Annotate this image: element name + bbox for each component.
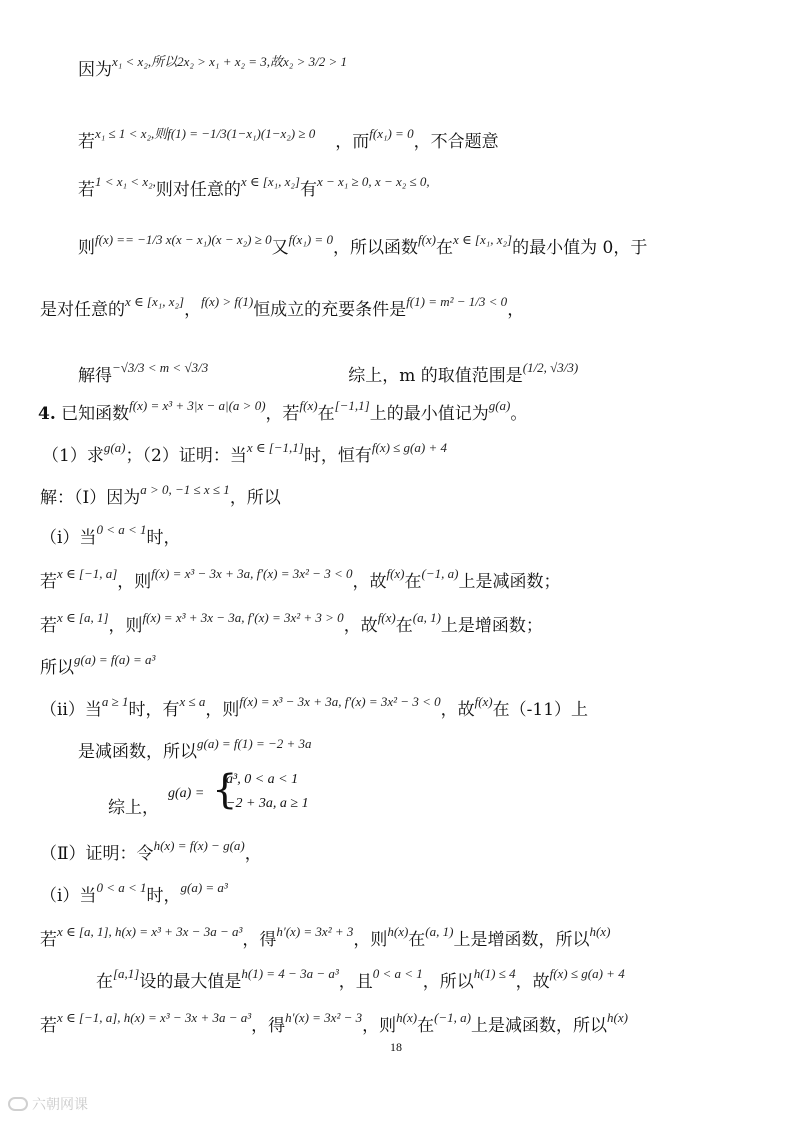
piecewise-case-2: −2 + 3a, a ≥ 1	[226, 796, 309, 811]
text-line: 若$^{x \in [a, 1]}$，则$^{f(x) = x^3 + 3x - 3a, f'(x) = 3x^2 + 3 > 0}$，故$^{f(x)}$在$^{(a, 1)}$上是增函数；	[40, 610, 543, 636]
math-formula: x ∈ [a, 1], h(x) = x³ + 3x − 3a − a³	[57, 924, 243, 939]
math-formula: f(x) ≤ g(a) + 4	[549, 966, 625, 981]
math-formula: f(x) > f(1)	[201, 294, 254, 309]
text-line: （ⅰ）当$^{0 < a < 1}$时，	[40, 522, 181, 548]
math-formula: g(a)	[488, 398, 511, 413]
math-formula: h(x)	[589, 924, 611, 939]
text-line: 若$^{x \in [-1, a], h(x) = x^3 - 3x + 3a - a^3}$，得$^{h'(x) = 3x^2 - 3}$，则$^{h(x)}$在$^{(-1, a)}$上是减函数，所以$^{h(x)}$	[40, 1010, 628, 1036]
text-line: 4. 已知函数$^{f(x) = x^3 + 3|x - a|(a > 0)}$，若$^{f(x)}$在[−1,1]上的最小值记为$^{g(a)}$。	[38, 398, 528, 424]
math-formula: h(1) = 4 − 3a − a³	[241, 966, 339, 981]
math-formula: −√3/3 < m < √3/3	[112, 360, 209, 375]
text-line: 因为$^{x_1 < x_2,所以2x_2 > x_1 + x_2 = 3,故x_2 > 3/2 > 1}$	[78, 54, 347, 80]
math-formula: (−1, a)	[434, 1010, 471, 1025]
math-formula: x ∈ [−1, a], h(x) = x³ − 3x + 3a − a³	[57, 1010, 252, 1025]
watermark: 六朝网课	[8, 1094, 88, 1114]
math-formula: g(a)	[103, 440, 126, 455]
math-formula: x₁ ≤ 1 < x₂,则f(1) = −1/3(1−x₁)(1−x₂) ≥ 0	[95, 126, 316, 141]
math-formula: [−1,1]	[334, 398, 370, 413]
math-formula: g(a) = f(1) = −2 + 3a	[197, 736, 312, 751]
text-line: 在[a,1]设的最大值是$^{h(1) = 4 - 3a - a^3}$，且$^{0 < a < 1}$，所以$^{h(1) \le 4}$，故$^{f(x) \le g(a) + 4}$	[96, 966, 625, 992]
problem-number: 4.	[38, 404, 56, 424]
math-formula: (a, 1)	[412, 610, 441, 625]
math-formula: h′(x) = 3x² + 3	[276, 924, 354, 939]
math-formula: g(a) = a³	[180, 880, 228, 895]
text-line: 若$^{1 < x_1 < x_2,}$则对任意的$^{x \in [x_1, x_2]}$有$^{x - x_1 \ge 0, x - x_2 \le 0,}$	[78, 174, 430, 200]
math-formula: f(x) = x³ + 3|x − a|(a > 0)	[129, 398, 266, 413]
math-formula: x ≤ a	[179, 694, 206, 709]
math-formula: f(x) ≤ g(a) + 4	[371, 440, 447, 455]
math-formula: (a, 1)	[425, 924, 454, 939]
math-formula: 0 < a < 1	[372, 966, 423, 981]
text-line: （Ⅱ）证明：令$^{h(x) = f(x) - g(a)}$，	[40, 838, 262, 864]
math-formula: (−1, a)	[421, 566, 459, 581]
math-formula: h(x)	[387, 924, 409, 939]
text-line: 所以$^{g(a) = f(a) = a^3}$	[40, 652, 156, 678]
text-line: 是对任意的$^{x \in [x_1, x_2]}$，$^{f(x) > f(1)}$恒成立的充要条件是$^{f(1) = m^2 - 1/3 < 0}$，	[40, 294, 525, 320]
math-formula: g(a) =	[168, 786, 205, 801]
text-line: 若$^{x \in [a, 1], h(x) = x^3 + 3x - 3a - a^3}$，得$^{h'(x) = 3x^2 + 3}$，则$^{h(x)}$在$^{(a, 1)}$上是增函数，所以$^{h(x)}$	[40, 924, 611, 950]
page-number: 18	[390, 1040, 402, 1054]
math-formula: a ≥ 1	[101, 694, 129, 709]
math-formula: f(x) = x³ + 3x − 3a, f′(x) = 3x² + 3 > 0	[142, 610, 344, 625]
math-formula: h′(x) = 3x² − 3	[285, 1010, 363, 1025]
math-formula: f(x) == −1/3 x(x − x₁)(x − x₂) ≥ 0	[95, 232, 272, 247]
math-formula: 0 < a < 1	[96, 880, 147, 895]
text-line: 若$^{x_1 \le 1 < x_2,则f(1) = -1/3(1-x_1)(1-x_2) \ge 0}$ ，而$^{f(x_1) = 0}$，不合题意	[78, 126, 499, 152]
text-line: 是减函数，所以$^{g(a) = f(1) = -2 + 3a}$	[78, 736, 312, 762]
math-formula: x ∈ [x₁, x₂]	[240, 174, 300, 189]
math-formula: h(x)	[607, 1010, 628, 1025]
math-formula: x ∈ [x₁, x₂]	[125, 294, 185, 309]
math-formula: g(a) = f(a) = a³	[74, 652, 156, 667]
math-formula: h(x)	[396, 1010, 418, 1025]
math-formula: (1/2, √3/3)	[522, 360, 579, 375]
math-formula: x₁ < x₂,所以2x₂ > x₁ + x₂ = 3,故x₂ > 3/2 > 1	[112, 54, 347, 69]
math-formula: x ∈ [x₁, x₂]	[453, 232, 513, 247]
watermark-logo-icon	[8, 1097, 28, 1111]
math-formula: f(x)	[377, 610, 396, 625]
text-line: 则$^{f(x) == -1/3 x(x - x_1)(x - x_2) \ge 0}$又$^{f(x_1) = 0}$，所以函数$^{f(x)}$在$^{x \in [x_1, x_2]}$的最小值为 0，于	[78, 232, 648, 258]
text-line: 解得$^{-√3/3 < m < √3/3}$ 综上，m 的取值范围是$^{(1/2, √3/3)}$	[78, 360, 579, 386]
text-line: （ⅰ）当$^{0 < a < 1}$时，$^{g(a) = a^3}$	[40, 880, 228, 906]
math-formula: f(x)	[474, 694, 493, 709]
math-formula: f(x) = x³ − 3x + 3a, f′(x) = 3x² − 3 < 0	[239, 694, 441, 709]
math-formula: x ∈ [a, 1]	[57, 610, 109, 625]
math-formula: f(x)	[299, 398, 318, 413]
math-formula: x ∈ [−1,1]	[246, 440, 304, 455]
text-line: （ⅱ）当$^{a \ge 1}$时，有$^{x \le a}$，则$^{f(x) = x^3 - 3x + 3a, f'(x) = 3x^2 - 3 < 0}$，故$^{f(x)}$在（-11）上	[40, 694, 589, 720]
math-formula: h(1) ≤ 4	[473, 966, 516, 981]
math-formula: f(x) = x³ − 3x + 3a, f′(x) = 3x² − 3 < 0	[151, 566, 353, 581]
brace-icon: {	[212, 767, 238, 813]
math-formula: h(x) = f(x) − g(a)	[153, 838, 245, 853]
math-formula: [a,1]	[113, 966, 140, 981]
text-line: （1）求$^{g(a)}$；（2）证明：当$^{x \in [-1,1]}$时，恒有$^{f(x) \le g(a) + 4}$	[42, 440, 447, 466]
math-formula: f(1) = m² − 1/3 < 0	[406, 294, 508, 309]
math-formula: f(x)	[417, 232, 436, 247]
math-formula: x ∈ [−1, a]	[57, 566, 118, 581]
math-formula: f(x₁) = 0	[288, 232, 333, 247]
math-formula: f(x)	[386, 566, 405, 581]
text-line: 综上，	[108, 798, 159, 818]
text-line: 若$^{x \in [-1, a]}$，则$^{f(x) = x^3 - 3x + 3a, f'(x) = 3x^2 - 3 < 0}$，故$^{f(x)}$在$^{(-1, a)}$上是减函数；	[40, 566, 561, 592]
math-formula: 1 < x₁ < x₂,	[95, 174, 156, 189]
math-formula: 0 < a < 1	[96, 522, 147, 537]
math-formula: f(x₁) = 0	[369, 126, 414, 141]
math-formula: a > 0, −1 ≤ x ≤ 1	[140, 482, 230, 497]
text-line: 解：（Ⅰ）因为$^{a > 0, -1 \le x \le 1}$，所以	[40, 482, 281, 508]
math-formula: x − x₁ ≥ 0, x − x₂ ≤ 0,	[316, 174, 430, 189]
piecewise-case-1: a³, 0 < a < 1	[226, 772, 299, 787]
